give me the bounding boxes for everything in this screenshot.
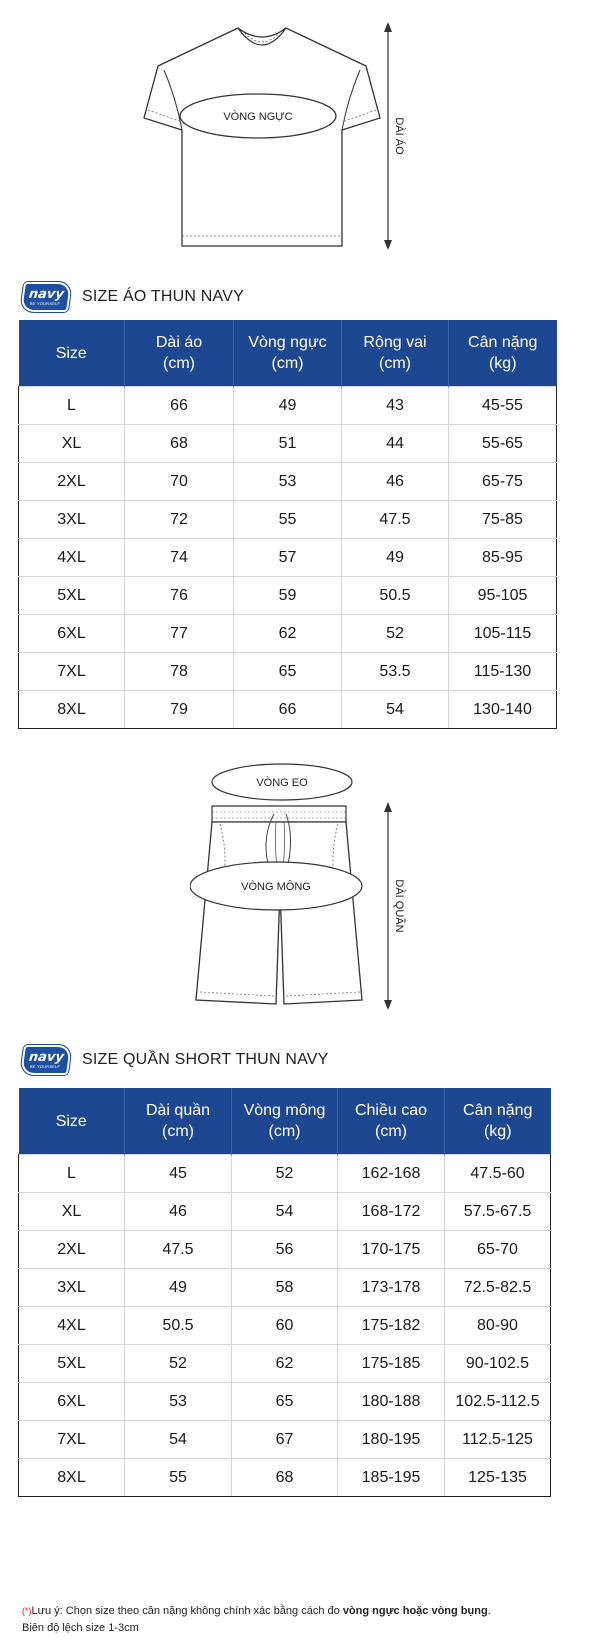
cell: 66: [234, 691, 342, 729]
table-row: [19, 425, 557, 463]
cell: 3XL: [19, 1269, 125, 1307]
cell: 5XL: [19, 577, 125, 615]
footnote: (*)Lưu ý: Chọn size theo cân nặng không chính xác bằng cách đo vòng ngực hoặc vòng bụng. Biên độ lệch size 1-3cm: [22, 1603, 491, 1637]
cell: 49: [125, 1269, 232, 1307]
cell: 45: [125, 1155, 232, 1193]
table-row: [19, 1155, 551, 1193]
cell: 102.5-112.5: [445, 1383, 551, 1421]
cell: 112.5-125: [445, 1421, 551, 1459]
cell: 46: [125, 1193, 232, 1231]
cell: 53.5: [342, 653, 449, 691]
cell: 76: [125, 577, 234, 615]
cell: 65-75: [449, 463, 557, 501]
table-row: [19, 1193, 551, 1231]
cell: 66: [125, 387, 234, 425]
cell: 8XL: [19, 691, 125, 729]
tshirt-icon: [130, 18, 430, 254]
cell: 3XL: [19, 501, 125, 539]
shorts-size-table: [18, 1088, 551, 1497]
cell: 68: [125, 425, 234, 463]
cell: 85-95: [449, 539, 557, 577]
table-row: [19, 539, 557, 577]
cell: 67: [232, 1421, 338, 1459]
cell: 162-168: [338, 1155, 445, 1193]
cell: 180-195: [338, 1421, 445, 1459]
cell: 59: [234, 577, 342, 615]
table-row: [19, 1383, 551, 1421]
cell: 125-135: [445, 1459, 551, 1497]
shorts-section-header: [22, 1043, 329, 1077]
table-row: [19, 1307, 551, 1345]
cell: 79: [125, 691, 234, 729]
table-row: [19, 615, 557, 653]
cell: 62: [232, 1345, 338, 1383]
shorts-table-title: SIZE QUẦN SHORT THUN NAVY: [82, 1051, 329, 1068]
cell: 175-182: [338, 1307, 445, 1345]
cell: 47.5: [125, 1231, 232, 1269]
cell: 105-115: [449, 615, 557, 653]
cell: 46: [342, 463, 449, 501]
col-header-hip: Vòng mông (cm): [232, 1088, 338, 1155]
table-header-row: [19, 1088, 551, 1155]
cell: 47.5: [342, 501, 449, 539]
cell: 50.5: [342, 577, 449, 615]
col-header-weight: Cân nặng (kg): [449, 320, 557, 387]
cell: 58: [232, 1269, 338, 1307]
shirt-diagram: [130, 18, 430, 254]
table-row: [19, 1231, 551, 1269]
cell: 4XL: [19, 539, 125, 577]
cell: 173-178: [338, 1269, 445, 1307]
table-row: [19, 463, 557, 501]
cell: 75-85: [449, 501, 557, 539]
hip-label: VÒNG MÔNG: [241, 881, 311, 893]
cell: 90-102.5: [445, 1345, 551, 1383]
shirt-size-table: [18, 320, 557, 729]
cell: 50.5: [125, 1307, 232, 1345]
cell: 44: [342, 425, 449, 463]
shorts-diagram: [190, 760, 420, 1022]
footnote-marker: (*): [22, 1606, 32, 1616]
cell: 65: [234, 653, 342, 691]
cell: 185-195: [338, 1459, 445, 1497]
cell: 8XL: [19, 1459, 125, 1497]
cell: 7XL: [19, 653, 125, 691]
cell: 168-172: [338, 1193, 445, 1231]
table-row: [19, 1269, 551, 1307]
cell: 80-90: [445, 1307, 551, 1345]
cell: XL: [19, 1193, 125, 1231]
waist-label: VÒNG EO: [256, 777, 308, 789]
cell: 65: [232, 1383, 338, 1421]
cell: 7XL: [19, 1421, 125, 1459]
chest-label: VÒNG NGỰC: [223, 111, 293, 123]
cell: 53: [125, 1383, 232, 1421]
cell: 54: [232, 1193, 338, 1231]
cell: 65-70: [445, 1231, 551, 1269]
col-header-size: Size: [19, 1088, 125, 1155]
cell: 68: [232, 1459, 338, 1497]
cell: 130-140: [449, 691, 557, 729]
table-row: [19, 577, 557, 615]
navy-logo: navy BE YOURSELF: [20, 1045, 72, 1075]
footnote-line2: Biên độ lệch size 1-3cm: [22, 1622, 139, 1634]
cell: 115-130: [449, 653, 557, 691]
cell: 72: [125, 501, 234, 539]
col-header-weight: Cân nặng (kg): [445, 1088, 551, 1155]
cell: 55: [125, 1459, 232, 1497]
shorts-icon: [190, 760, 420, 1022]
cell: 72.5-82.5: [445, 1269, 551, 1307]
cell: 55-65: [449, 425, 557, 463]
table-row: [19, 653, 557, 691]
cell: 74: [125, 539, 234, 577]
table-row: [19, 1421, 551, 1459]
cell: 6XL: [19, 1383, 125, 1421]
cell: 2XL: [19, 1231, 125, 1269]
cell: 54: [125, 1421, 232, 1459]
cell: 2XL: [19, 463, 125, 501]
navy-logo: navy BE YOURSELF: [20, 282, 72, 312]
cell: L: [19, 1155, 125, 1193]
cell: 45-55: [449, 387, 557, 425]
cell: 170-175: [338, 1231, 445, 1269]
cell: 175-185: [338, 1345, 445, 1383]
col-header-shoulder: Rộng vai (cm): [342, 320, 449, 387]
cell: 62: [234, 615, 342, 653]
cell: 54: [342, 691, 449, 729]
cell: 180-188: [338, 1383, 445, 1421]
col-header-height: Chiều cao (cm): [338, 1088, 445, 1155]
cell: L: [19, 387, 125, 425]
cell: 49: [342, 539, 449, 577]
cell: 4XL: [19, 1307, 125, 1345]
cell: 56: [232, 1231, 338, 1269]
col-header-length: Dài quần (cm): [125, 1088, 232, 1155]
cell: 47.5-60: [445, 1155, 551, 1193]
table-row: [19, 387, 557, 425]
cell: 5XL: [19, 1345, 125, 1383]
cell: 6XL: [19, 615, 125, 653]
cell: 52: [125, 1345, 232, 1383]
table-row: [19, 1459, 551, 1497]
cell: 60: [232, 1307, 338, 1345]
cell: 49: [234, 387, 342, 425]
cell: XL: [19, 425, 125, 463]
table-row: [19, 501, 557, 539]
cell: 57.5-67.5: [445, 1193, 551, 1231]
cell: 43: [342, 387, 449, 425]
table-row: [19, 1345, 551, 1383]
col-header-chest: Vòng ngực (cm): [234, 320, 342, 387]
shirt-section-header: [22, 280, 244, 314]
cell: 77: [125, 615, 234, 653]
cell: 51: [234, 425, 342, 463]
cell: 53: [234, 463, 342, 501]
cell: 70: [125, 463, 234, 501]
cell: 78: [125, 653, 234, 691]
cell: 55: [234, 501, 342, 539]
shirt-table-title: SIZE ÁO THUN NAVY: [82, 288, 244, 305]
cell: 57: [234, 539, 342, 577]
table-row: [19, 691, 557, 729]
cell: 52: [342, 615, 449, 653]
col-header-size: Size: [19, 320, 125, 387]
cell: 95-105: [449, 577, 557, 615]
col-header-length: Dài áo (cm): [125, 320, 234, 387]
cell: 52: [232, 1155, 338, 1193]
shirt-length-label: DÀI ÁO: [393, 117, 405, 155]
shorts-length-label: DÀI QUẦN: [393, 879, 405, 933]
table-header-row: [19, 320, 557, 387]
